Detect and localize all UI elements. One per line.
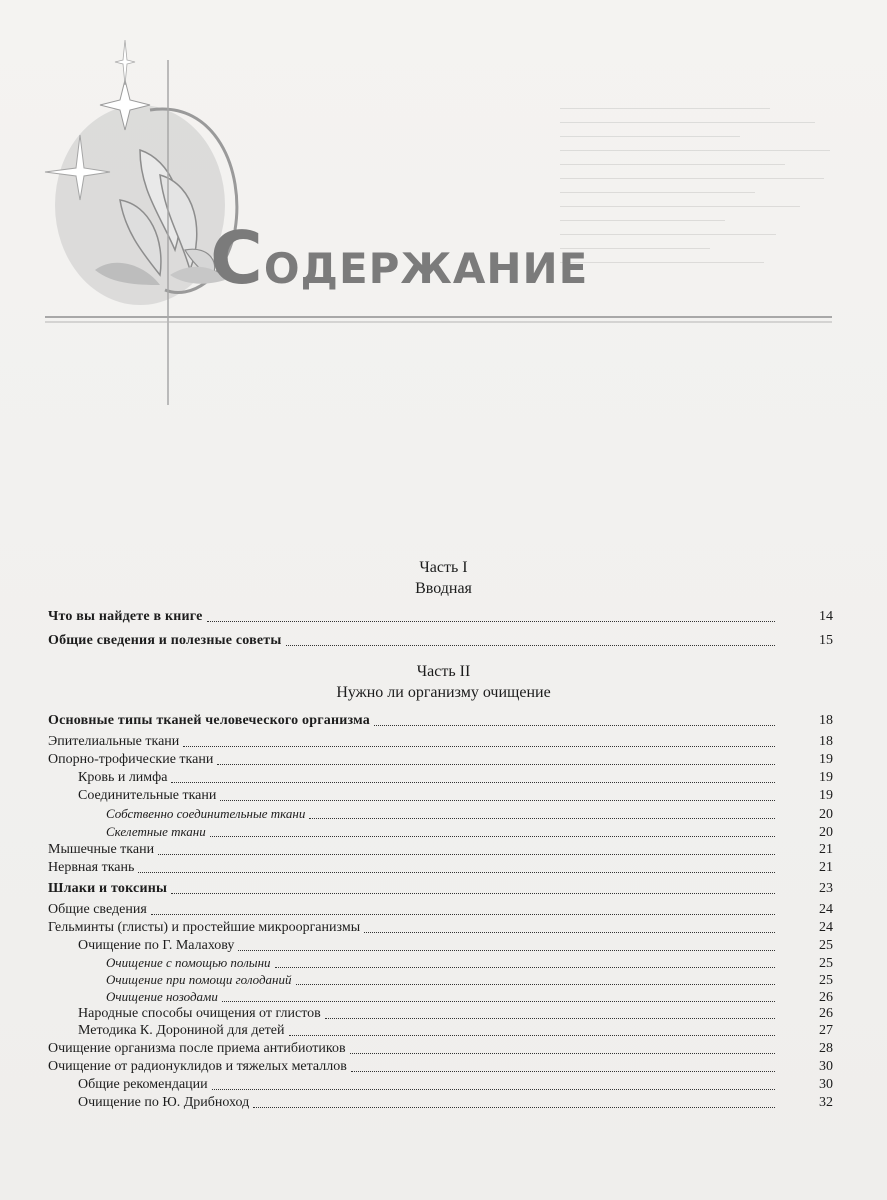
toc-leader-dots <box>183 746 775 747</box>
toc-entry-label: Основные типы тканей человеческого организма <box>48 713 370 728</box>
toc-entry[interactable] <box>48 1021 833 1041</box>
toc-entry-label: Кровь и лимфа <box>78 770 168 785</box>
toc-entry-page: 18 <box>819 713 833 728</box>
toc-entry[interactable] <box>48 711 833 731</box>
toc-leader-dots <box>296 984 775 985</box>
toc-leader-dots <box>151 914 775 915</box>
toc-entry-label: Что вы найдете в книге <box>48 609 203 624</box>
toc-entry-label: Очищение с помощью полыни <box>106 955 271 970</box>
toc-entry[interactable] <box>48 822 833 842</box>
toc-leader-dots <box>210 836 775 837</box>
toc-leader-dots <box>253 1107 775 1108</box>
toc-entry[interactable] <box>48 858 833 878</box>
toc-entry-label: Нервная ткань <box>48 860 135 875</box>
toc-entry-label: Мышечные ткани <box>48 842 155 857</box>
toc-leader-dots <box>217 764 775 765</box>
toc-leader-dots <box>364 932 775 933</box>
toc-entry-page: 23 <box>819 881 833 896</box>
toc-entry[interactable] <box>48 1093 833 1113</box>
toc-entry-page: 25 <box>819 973 833 988</box>
part-1-number: Часть I <box>419 559 468 576</box>
toc-entry-page: 32 <box>819 1095 833 1110</box>
toc-entry[interactable] <box>48 1057 833 1077</box>
toc-entry-page: 18 <box>819 734 833 749</box>
toc-entry[interactable] <box>48 879 833 899</box>
toc-entry[interactable] <box>48 732 833 752</box>
part-2-name: Нужно ли организму очищение <box>336 684 551 701</box>
toc-entry-label: Шлаки и токсины <box>48 881 168 896</box>
floral-ornament-icon <box>0 0 887 420</box>
toc-entry-label: Очищение нозодами <box>106 989 218 1004</box>
toc-leader-dots <box>158 854 775 855</box>
toc-entry-label: Скелетные ткани <box>106 824 206 839</box>
page-title-rest: ОДЕРЖАНИЕ <box>263 244 589 293</box>
toc-entry-page: 27 <box>819 1023 833 1038</box>
toc-entry-page: 21 <box>819 860 833 875</box>
page-title-initial: С <box>210 216 264 300</box>
toc-entry-page: 15 <box>819 633 833 648</box>
toc-entry[interactable] <box>48 918 833 938</box>
toc-leader-dots <box>374 725 775 726</box>
toc-leader-dots <box>212 1089 775 1090</box>
toc-entry-page: 20 <box>819 807 833 822</box>
toc-entry-label: Очищение от радионуклидов и тяжелых металлов <box>48 1059 347 1074</box>
toc-entry-page: 19 <box>819 770 833 785</box>
toc-leader-dots <box>275 967 775 968</box>
toc-leader-dots <box>138 872 775 873</box>
toc-entry[interactable] <box>48 768 833 788</box>
toc-entry-page: 19 <box>819 788 833 803</box>
toc-leader-dots <box>350 1053 775 1054</box>
toc-entry-page: 21 <box>819 842 833 857</box>
toc-leader-dots <box>171 782 775 783</box>
toc-entry[interactable] <box>48 607 833 627</box>
toc-leader-dots <box>325 1018 775 1019</box>
toc-entry-page: 28 <box>819 1041 833 1056</box>
toc-entry-page: 25 <box>819 938 833 953</box>
toc-entry-page: 19 <box>819 752 833 767</box>
toc-entry[interactable] <box>48 750 833 770</box>
toc-entry-label: Очищение по Г. Малахову <box>78 938 235 953</box>
toc-entry-page: 20 <box>819 825 833 840</box>
toc-entry[interactable] <box>48 840 833 860</box>
toc-leader-dots <box>309 818 775 819</box>
toc-entry-page: 30 <box>819 1059 833 1074</box>
toc-entry-label: Эпителиальные ткани <box>48 734 180 749</box>
toc-entry[interactable] <box>48 804 833 824</box>
toc-leader-dots <box>222 1001 775 1002</box>
page-title <box>210 216 589 305</box>
toc-leader-dots <box>286 645 776 646</box>
part-1-name: Вводная <box>415 580 472 597</box>
toc-entry-label: Народные способы очищения от глистов <box>78 1006 321 1021</box>
toc-entry-page: 14 <box>819 609 833 624</box>
toc-leader-dots <box>171 893 775 894</box>
toc-leader-dots <box>351 1071 775 1072</box>
toc-entry-page: 30 <box>819 1077 833 1092</box>
toc-entry-label: Очищение организма после приема антибиотиков <box>48 1041 346 1056</box>
toc-entry-page: 26 <box>819 1006 833 1021</box>
toc-entry-label: Очищение по Ю. Дрибноход <box>78 1095 250 1110</box>
toc-entry-label: Общие рекомендации <box>78 1077 208 1092</box>
toc-entry-page: 26 <box>819 990 833 1005</box>
toc-entry-label: Общие сведения и полезные советы <box>48 633 282 648</box>
toc-entry[interactable] <box>48 1075 833 1095</box>
toc-entry-label: Методика К. Дорониной для детей <box>78 1023 285 1038</box>
toc-entry-label: Соединительные ткани <box>78 788 217 803</box>
toc-entry[interactable] <box>48 786 833 806</box>
toc-entry-label: Гельминты (глисты) и простейшие микроорганизмы <box>48 920 361 935</box>
toc-leader-dots <box>289 1035 776 1036</box>
toc-entry-label: Собственно соединительные ткани <box>106 806 306 821</box>
toc-entry[interactable] <box>48 631 833 651</box>
toc-leader-dots <box>220 800 775 801</box>
toc-entry-page: 24 <box>819 920 833 935</box>
toc-entry-label: Общие сведения <box>48 902 147 917</box>
toc-entry-label: Опорно-трофические ткани <box>48 752 214 767</box>
toc-entry-label: Очищение при помощи голоданий <box>106 972 292 987</box>
part-2-number: Часть II <box>416 663 471 680</box>
toc-entry-page: 24 <box>819 902 833 917</box>
toc-leader-dots <box>238 950 775 951</box>
toc-entry-page: 25 <box>819 956 833 971</box>
toc-entry[interactable] <box>48 900 833 920</box>
toc-entry[interactable] <box>48 1039 833 1059</box>
toc-leader-dots <box>207 621 775 622</box>
